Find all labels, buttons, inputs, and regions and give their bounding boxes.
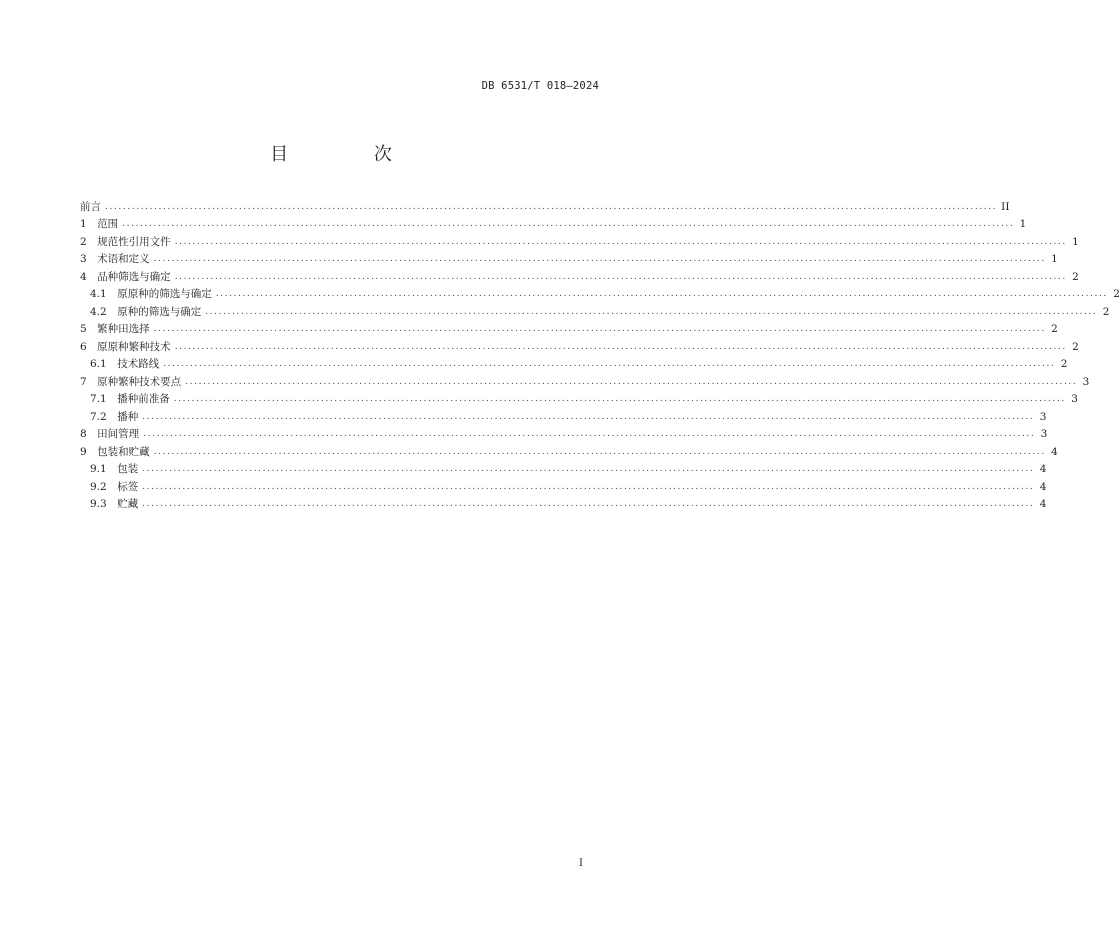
toc-entry-page: 3 [1082, 375, 1090, 388]
toc-entry-page: 2 [1102, 305, 1110, 318]
toc-entry[interactable] [80, 284, 1120, 302]
toc-entry-page: 1 [1051, 253, 1058, 265]
toc-entry-page: 2 [1072, 340, 1079, 353]
toc-entry-label: 4.2 原种的筛选与确定 [90, 305, 202, 318]
toc-entry-page: 2 [1060, 358, 1068, 370]
toc-entry[interactable] [80, 319, 1058, 337]
page-title: 目 次 [270, 144, 432, 165]
toc-entry[interactable] [80, 389, 1078, 407]
toc-entry-label: 7.2 播种 [90, 410, 139, 423]
toc-entry-page: 1 [1019, 218, 1027, 230]
toc-dot-leader: ........................................................................................................................................................................................................ [142, 464, 1035, 474]
toc-dot-leader: ........................................................................................................................................................................................................ [142, 411, 1035, 422]
toc-entry-page: 4 [1039, 498, 1047, 510]
toc-dot-leader: ........................................................................................................................................................................................................ [215, 289, 1108, 299]
toc-entry[interactable] [80, 231, 1079, 249]
toc-entry-page: 2 [1051, 323, 1058, 335]
toc-entry[interactable] [80, 266, 1079, 284]
toc-dot-leader: ........................................................................................................................................................................................................ [143, 429, 1036, 439]
toc-entry-label: 2 规范性引用文件 [80, 235, 171, 248]
toc-entry[interactable] [80, 249, 1058, 267]
toc-dot-leader: ........................................................................................................................................................................................................ [142, 481, 1035, 492]
toc-dot-leader: ........................................................................................................................................................................................................ [105, 201, 998, 212]
toc-entry-page: 3 [1040, 428, 1048, 440]
toc-entry-label: 4.1 原原种的筛选与确定 [90, 288, 212, 300]
toc-entry[interactable] [80, 196, 1010, 214]
toc-entry-page: 2 [1072, 270, 1079, 283]
toc-dot-leader: ........................................................................................................................................................................................................ [153, 446, 1046, 457]
toc-entry-page: 4 [1039, 480, 1047, 493]
toc-dot-leader: ........................................................................................................................................................................................................ [174, 271, 1067, 282]
toc-dot-leader: ........................................................................................................................................................................................................ [185, 376, 1078, 387]
toc-dot-leader: ........................................................................................................................................................................................................ [205, 306, 1098, 317]
toc-entry-page: 3 [1039, 410, 1047, 423]
toc-entry-label: 3 术语和定义 [80, 253, 150, 265]
toc-entry-page: 3 [1071, 393, 1078, 405]
toc-entry-page: 2 [1113, 288, 1120, 300]
toc-entry[interactable] [80, 406, 1047, 424]
toc-entry[interactable] [80, 354, 1068, 372]
toc-entry[interactable] [80, 441, 1058, 459]
toc-entry-label: 6.1 技术路线 [90, 358, 160, 370]
toc-entry-label: 9 包装和贮藏 [80, 445, 150, 458]
toc-entry[interactable] [80, 459, 1047, 477]
toc-entry-label: 8 田间管理 [80, 428, 140, 440]
toc-dot-leader: ........................................................................................................................................................................................................ [153, 324, 1046, 334]
toc-entry-label: 前言 [80, 200, 101, 213]
toc-entry-label: 7.1 播种前准备 [90, 393, 170, 405]
toc-entry[interactable] [80, 301, 1110, 319]
toc-dot-leader: ........................................................................................................................................................................................................ [153, 254, 1046, 264]
standard-code: DB 6531/T 018—2024 [481, 80, 599, 92]
toc-entry-label: 7 原种繁种技术要点 [80, 375, 182, 388]
toc-entry-page: II [1001, 200, 1010, 213]
toc-dot-leader: ........................................................................................................................................................................................................ [142, 499, 1035, 509]
toc-entry-label: 1 范围 [80, 218, 119, 230]
toc-entry[interactable] [80, 476, 1047, 494]
toc-dot-leader: ........................................................................................................................................................................................................ [174, 236, 1067, 247]
toc-entry-label: 5 繁种田选择 [80, 323, 150, 335]
toc-entry-page: 4 [1039, 463, 1047, 475]
toc-entry[interactable] [80, 494, 1047, 512]
table-of-contents [80, 196, 1120, 511]
toc-entry[interactable] [80, 336, 1079, 354]
toc-entry-label: 9.2 标签 [90, 480, 139, 493]
toc-entry-page: 1 [1072, 235, 1079, 248]
toc-entry-label: 9.3 贮藏 [90, 498, 139, 510]
toc-entry[interactable] [80, 371, 1090, 389]
toc-entry[interactable] [80, 214, 1027, 232]
toc-dot-leader: ........................................................................................................................................................................................................ [174, 341, 1067, 352]
page-number: I [579, 858, 583, 869]
toc-entry[interactable] [80, 424, 1048, 442]
toc-dot-leader: ........................................................................................................................................................................................................ [122, 219, 1015, 229]
toc-dot-leader: ........................................................................................................................................................................................................ [163, 359, 1056, 369]
toc-entry-label: 4 品种筛选与确定 [80, 270, 171, 283]
toc-entry-page: 4 [1051, 445, 1058, 458]
toc-entry-label: 9.1 包装 [90, 463, 139, 475]
toc-dot-leader: ........................................................................................................................................................................................................ [173, 394, 1066, 404]
toc-entry-label: 6 原原种繁种技术 [80, 340, 171, 353]
